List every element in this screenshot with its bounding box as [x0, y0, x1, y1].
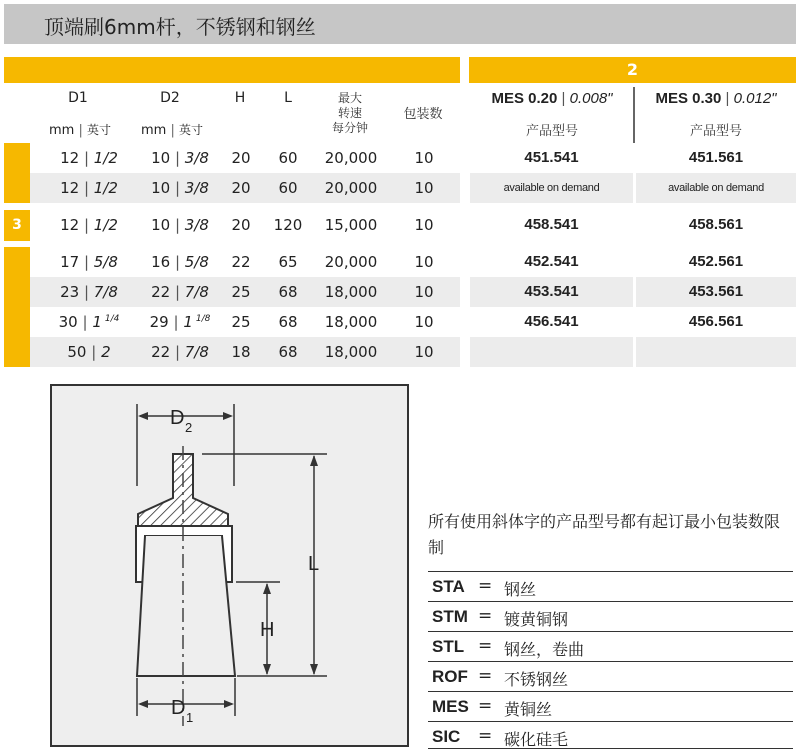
- cell-h: 20: [231, 179, 251, 197]
- mes-020-sub: 产品型号: [525, 124, 578, 139]
- cell-l: 68: [278, 313, 298, 331]
- d1-label: D: [171, 697, 186, 719]
- cell-separator: |: [79, 283, 94, 301]
- legend-desc: 碳化硅毛: [504, 730, 569, 749]
- cell-d1: [44, 253, 134, 271]
- cell-d2: [134, 216, 226, 234]
- cell-h: 25: [231, 283, 251, 301]
- cell-d1: [44, 179, 134, 197]
- legend-eq: =: [478, 726, 493, 746]
- legend-code: STA: [432, 577, 465, 596]
- cell-l: 68: [278, 283, 298, 301]
- col-h: H: [234, 90, 246, 106]
- col-mes-020: [470, 90, 634, 107]
- cell-d1-inch: 5/8: [93, 253, 118, 271]
- cell-pack: 10: [414, 216, 434, 234]
- cell-d2: [134, 253, 226, 271]
- page-title: 顶端刷6mm杆，不锈钢和钢丝: [44, 15, 316, 39]
- cell-d2: [134, 179, 226, 197]
- col-d1: D1: [68, 90, 88, 106]
- product-cell-p2: [636, 247, 796, 277]
- cell-l: 68: [278, 343, 298, 361]
- cell-separator: |: [170, 149, 185, 167]
- legend-code: SIC: [432, 727, 461, 746]
- cell-speed: 20,000: [324, 253, 378, 271]
- d1-arrow-left: [138, 700, 148, 708]
- l-arrow-top: [310, 455, 318, 466]
- product-number: 456.541: [524, 313, 579, 330]
- cell-d1-inch: 1/2: [93, 179, 118, 197]
- mes-020-name: MES 0.20: [491, 90, 558, 107]
- cell-d2-inch: 7/8: [184, 343, 209, 361]
- cell-d1-inch: 2: [101, 343, 111, 361]
- cell-separator: |: [79, 216, 94, 234]
- mes-020-sep: |: [561, 90, 566, 107]
- unit-sep: |: [78, 123, 83, 138]
- table-row: [30, 307, 460, 337]
- legend-code: ROF: [432, 667, 468, 686]
- cell-speed: 20,000: [324, 179, 378, 197]
- legend-eq: =: [478, 576, 493, 596]
- legend-desc: 镀黄铜钢: [504, 610, 569, 629]
- legend-eq: =: [478, 666, 493, 686]
- cell-d1-inch: 1/2: [93, 216, 118, 234]
- d2-label-sub: 2: [185, 420, 193, 435]
- unit-inch: 英寸: [86, 123, 111, 137]
- cell-d2: [134, 313, 226, 331]
- cell-pack: 10: [414, 343, 434, 361]
- group-number: 2: [626, 60, 639, 79]
- l-label: L: [308, 553, 320, 575]
- cell-speed: 18,000: [324, 283, 378, 301]
- product-cell-p1: [470, 247, 633, 277]
- cell-h: 25: [231, 313, 251, 331]
- legend-code: STL: [432, 637, 465, 656]
- product-number: 458.561: [688, 216, 744, 233]
- cell-pack: 10: [414, 149, 434, 167]
- cell-l: 60: [278, 179, 298, 197]
- unit-sep: |: [170, 123, 175, 138]
- cell-separator: |: [170, 343, 185, 361]
- cell-separator: |: [86, 343, 102, 361]
- cell-d2-mm: 10: [151, 149, 171, 167]
- cell-d1-mm: 17: [60, 253, 80, 271]
- col-d2-unit: [132, 121, 212, 138]
- legend-eq: =: [478, 636, 493, 656]
- col-mes-030: [636, 90, 796, 107]
- mes-020-inch: 0.008": [569, 90, 613, 107]
- table-header-bar: [4, 57, 460, 83]
- cell-d2-mm: 10: [151, 216, 171, 234]
- row-group-marker-3: [4, 247, 30, 367]
- product-cell-p2: [636, 277, 796, 307]
- unit-inch: 英寸: [178, 123, 203, 137]
- legend-row: [428, 601, 793, 631]
- cell-h: 22: [231, 253, 251, 271]
- legend-row: [428, 661, 793, 691]
- cell-d1: [44, 343, 134, 361]
- cell-d2: [134, 149, 226, 167]
- row-group-marker-2: [4, 210, 30, 241]
- col-speed-line3: 每分钟: [331, 121, 368, 135]
- legend-code: STM: [432, 607, 468, 626]
- cell-l: 60: [278, 149, 298, 167]
- cell-d1-inch: 1/2: [93, 149, 118, 167]
- cell-d1-inch: 7/8: [93, 283, 118, 301]
- legend-row: [428, 571, 793, 601]
- product-cell-p2: [636, 337, 796, 367]
- product-number: 458.541: [524, 216, 579, 233]
- cell-separator: |: [170, 216, 185, 234]
- col-d1-unit: [40, 121, 120, 138]
- shaft-section: [138, 454, 228, 526]
- cell-d2-inch: 3/8: [184, 149, 209, 167]
- l-arrow-bottom: [310, 664, 318, 675]
- cell-d2-inch: 5/8: [184, 253, 209, 271]
- legend-row: [428, 631, 793, 661]
- table-row: [30, 337, 460, 367]
- product-number: 452.541: [524, 253, 579, 270]
- d2-label: D: [170, 407, 185, 429]
- product-number: 452.561: [688, 253, 744, 270]
- table-row: [30, 277, 460, 307]
- cell-separator: |: [168, 313, 184, 331]
- cell-pack: 10: [414, 283, 434, 301]
- product-number: 451.541: [524, 149, 579, 166]
- legend-desc: 黄铜丝: [504, 700, 553, 719]
- cell-d1-inch-fraction: 1/4: [104, 314, 120, 324]
- row-group-marker-1: [4, 143, 30, 203]
- d1-label-sub: 1: [186, 710, 194, 725]
- product-cell-p1: [470, 173, 633, 203]
- cell-d1: [44, 149, 134, 167]
- table-row: [30, 173, 460, 203]
- cell-d1: [44, 283, 134, 301]
- cell-separator: |: [170, 253, 185, 271]
- unit-mm: mm: [140, 123, 167, 138]
- cell-d2-inch: 3/8: [184, 179, 209, 197]
- col-speed: [318, 91, 382, 136]
- col-d2: D2: [160, 90, 180, 106]
- legend-row: [428, 721, 793, 749]
- product-number: available on demand: [503, 182, 600, 194]
- cell-d1-mm: 50: [67, 343, 87, 361]
- product-cell-p2: [636, 143, 796, 173]
- product-number: 453.561: [688, 283, 744, 300]
- product-cell-p1: [470, 307, 633, 337]
- cell-d2-mm: 29: [149, 313, 169, 331]
- product-cell-p2: [636, 210, 796, 240]
- product-number: available on demand: [668, 182, 764, 194]
- brush-diagram: [50, 384, 409, 747]
- col-l: L: [284, 90, 292, 106]
- unit-mm: mm: [48, 123, 75, 138]
- group-header-bar: [469, 57, 796, 83]
- cell-d1-mm: 30: [58, 313, 78, 331]
- cell-h: 18: [231, 343, 251, 361]
- title-bar: [4, 4, 796, 44]
- table-row: [30, 143, 460, 173]
- product-cell-p2: [636, 173, 796, 203]
- cell-d2-mm: 16: [151, 253, 171, 271]
- legend-eq: =: [478, 606, 493, 626]
- cell-d2: [134, 283, 226, 301]
- cell-d2-inch: 3/8: [184, 216, 209, 234]
- brush-cross-section: [52, 386, 407, 745]
- cell-d1: [44, 216, 134, 234]
- cell-d1: [44, 313, 134, 331]
- h-arrow-top: [263, 583, 271, 594]
- cell-d1-mm: 12: [60, 179, 80, 197]
- cell-d2-inch: 1: [183, 313, 193, 331]
- cell-separator: |: [170, 283, 185, 301]
- d1-arrow-right: [224, 700, 234, 708]
- cell-h: 20: [231, 216, 251, 234]
- legend-code: MES: [432, 697, 469, 716]
- cell-d1-inch: 1: [92, 313, 102, 331]
- product-number: 456.561: [688, 313, 744, 330]
- col-speed-line2: 转速: [337, 106, 362, 120]
- cell-d2-mm: 10: [151, 179, 171, 197]
- product-number: 451.561: [688, 149, 744, 166]
- product-cell-p1: [470, 337, 633, 367]
- cell-speed: 20,000: [324, 149, 378, 167]
- legend-desc: 不锈钢丝: [504, 670, 569, 689]
- cell-d1-mm: 23: [60, 283, 80, 301]
- cell-separator: |: [79, 253, 94, 271]
- min-order-note: 所有使用斜体字的产品型号都有起订最小包装数限制: [428, 512, 781, 557]
- legend-desc: 钢丝: [504, 580, 537, 599]
- d2-arrow-left: [138, 412, 148, 420]
- cell-h: 20: [231, 149, 251, 167]
- cell-d2: [134, 343, 226, 361]
- cell-pack: 10: [414, 313, 434, 331]
- cell-d2-inch: 7/8: [184, 283, 209, 301]
- mes-030-name: MES 0.30: [655, 90, 722, 107]
- product-cell-p2: [636, 307, 796, 337]
- d2-arrow-right: [223, 412, 233, 420]
- mes-030-inch: 0.012": [733, 90, 777, 107]
- col-pack: 包装数: [403, 107, 443, 122]
- cell-d1-mm: 12: [60, 216, 80, 234]
- product-cell-p1: [470, 277, 633, 307]
- legend-eq: =: [478, 696, 493, 716]
- cell-speed: 18,000: [324, 313, 378, 331]
- cell-d2-mm: 22: [151, 343, 171, 361]
- table-row: [30, 210, 460, 240]
- cell-separator: |: [77, 313, 93, 331]
- cell-pack: 10: [414, 179, 434, 197]
- cell-l: 120: [273, 216, 303, 234]
- bristles: [137, 536, 235, 676]
- cell-d2-inch-fraction: 1/8: [195, 314, 211, 324]
- mes-030-sub: 产品型号: [689, 124, 742, 139]
- legend-row: [428, 691, 793, 721]
- product-number: 453.541: [524, 283, 579, 300]
- row-group-label: 3: [12, 217, 22, 233]
- mes-030-sep: |: [725, 90, 730, 107]
- col-speed-line1: 最大: [337, 91, 362, 105]
- cell-l: 65: [278, 253, 298, 271]
- h-label: H: [260, 619, 275, 641]
- cell-pack: 10: [414, 253, 434, 271]
- cell-speed: 15,000: [324, 216, 378, 234]
- cell-speed: 18,000: [324, 343, 378, 361]
- cell-d2-mm: 22: [151, 283, 171, 301]
- h-arrow-bottom: [263, 664, 271, 675]
- product-cell-p1: [470, 143, 633, 173]
- cell-separator: |: [79, 179, 94, 197]
- cell-d1-mm: 12: [60, 149, 80, 167]
- cell-separator: |: [170, 179, 185, 197]
- cell-separator: |: [79, 149, 94, 167]
- product-cell-p1: [470, 210, 633, 240]
- legend-desc: 钢丝，卷曲: [504, 640, 585, 659]
- table-row: [30, 247, 460, 277]
- mes-column-divider: [633, 87, 635, 143]
